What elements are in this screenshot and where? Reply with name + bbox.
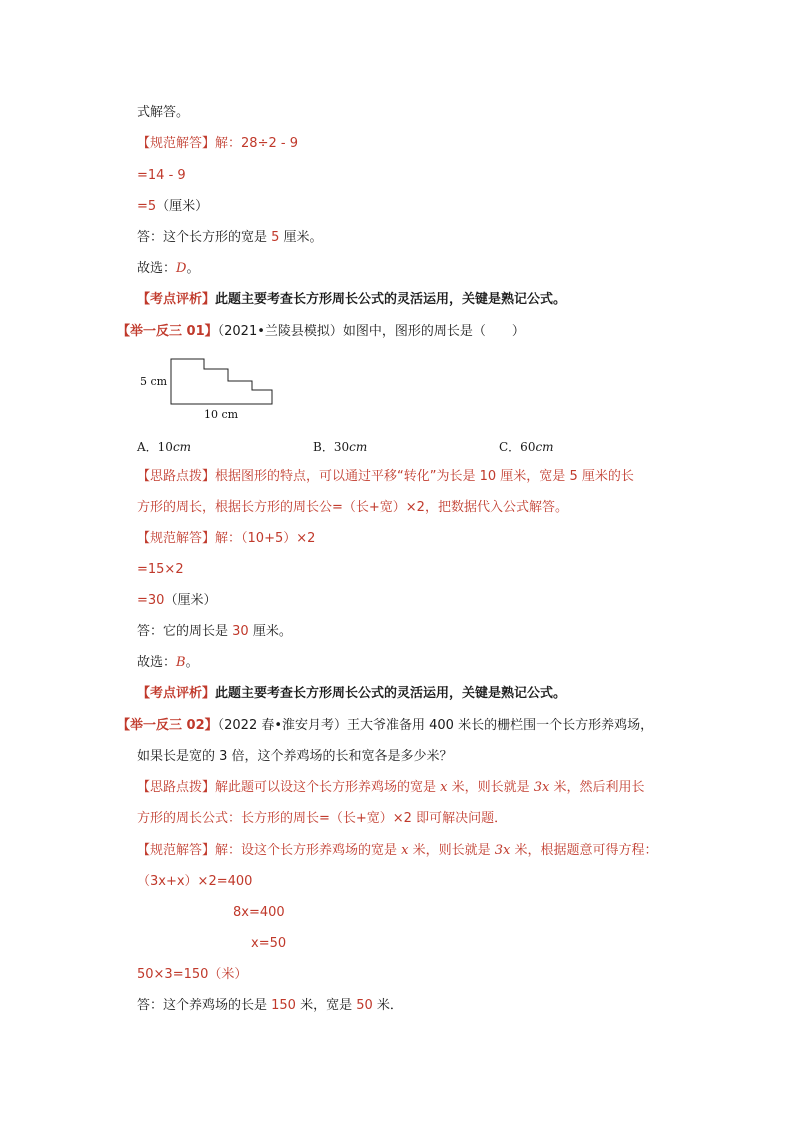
option-label: C．60: [499, 440, 536, 454]
solution-step-unit: （厘米）: [156, 199, 209, 214]
option-label: B．30: [313, 440, 350, 454]
choice-value: B: [176, 655, 186, 670]
answer-text: 答：它的周长是: [137, 624, 233, 639]
answer-text: 米，宽是: [295, 998, 357, 1013]
question-text: （2022 春•淮安月考）王大爷准备用 400 米长的栅栏围一个长方形养鸡场，: [217, 718, 654, 733]
choice-value: D: [176, 261, 187, 276]
answer-text: 答：这个养鸡场的长是: [137, 998, 272, 1013]
equation-line: x=50: [251, 936, 287, 951]
staircase-shape: [171, 359, 272, 404]
height-label: 5 cm: [140, 375, 168, 388]
question-tag: 【举一反三 02】: [117, 718, 218, 733]
evaluation-text: 此题主要考查长方形周长公式的灵活运用，关键是熟记公式。: [215, 686, 567, 701]
option-unit: cm: [535, 440, 554, 454]
solution-step: [137, 592, 216, 610]
hint-text: 根据图形的特点，可以通过平移: [215, 469, 398, 484]
hint-line: 方形的周长公式：长方形的周长=（长+宽）×2 即可解决问题．: [137, 811, 508, 826]
section-bracket-solution: 【规范解答】: [137, 136, 216, 151]
hint-text: 米，则长就是: [447, 780, 534, 795]
evaluation-line: [137, 685, 566, 703]
solution-step-value: =30: [137, 593, 165, 608]
answer-text: 米．: [372, 998, 403, 1013]
evaluation-text: 此题主要考查长方形周长公式的灵活运用，关键是熟记公式。: [215, 292, 567, 307]
solution-step-value: =5: [137, 199, 157, 214]
option-b[interactable]: [313, 438, 367, 455]
solution-text: 米，根据题意可得方程：: [510, 843, 658, 858]
section-bracket-evaluation: 【考点评析】: [137, 686, 216, 701]
section-bracket-solution: 【规范解答】: [137, 843, 216, 858]
solution-line: [137, 135, 298, 153]
variable-x: x: [440, 780, 448, 795]
solution-prefix: 解：: [215, 531, 242, 546]
solution-step: [137, 198, 208, 216]
section-bracket-evaluation: 【考点评析】: [137, 292, 216, 307]
width-label: 10 cm: [204, 408, 239, 421]
evaluation-line: [137, 291, 566, 309]
choice-label: 故选：: [137, 261, 177, 276]
solution-text: 米，则长就是: [408, 843, 495, 858]
answer-text: 厘米。: [248, 624, 292, 639]
answer-value: 50: [356, 998, 373, 1013]
solution-step-unit: （厘米）: [164, 593, 217, 608]
variable-x: x: [401, 843, 409, 858]
hint-line: [137, 468, 634, 486]
answer-line: [137, 229, 323, 247]
answer-text: 答：这个长方形的宽是: [137, 230, 272, 245]
answer-line: [137, 997, 403, 1015]
solution-prefix: 解：: [215, 136, 242, 151]
choice-label: 故选：: [137, 655, 177, 670]
answer-value: 30: [232, 624, 249, 639]
staircase-figure: [136, 354, 286, 424]
option-c[interactable]: [499, 438, 554, 455]
question-line: 如果长是宽的 3 倍，这个养鸡场的长和宽各是多少米？: [137, 749, 453, 764]
section-bracket-solution: 【规范解答】: [137, 531, 216, 546]
solution-expression: 28÷2 - 9: [241, 136, 298, 151]
solution-expression: （10+5）×2: [241, 531, 316, 546]
equation-line: 50×3=150（米）: [137, 967, 248, 982]
answer-value: 150: [271, 998, 296, 1013]
question-text: （2021•兰陵县模拟）如图中，图形的周长是（ ）: [217, 324, 525, 339]
choice-line: [137, 654, 199, 672]
equation-line: 8x=400: [233, 905, 285, 920]
hint-line: [137, 779, 645, 797]
hint-text: “转化”为长是 10 厘米，宽是 5 厘米的长: [397, 469, 634, 484]
option-label: A．10: [137, 440, 173, 454]
solution-step: =14 - 9: [137, 168, 186, 183]
option-unit: cm: [172, 440, 192, 454]
answer-line: [137, 623, 292, 641]
variable-3x: 3x: [533, 780, 550, 795]
question-line: [117, 717, 653, 735]
option-a[interactable]: [137, 438, 191, 455]
solution-line: [137, 842, 658, 860]
solution-step: =15×2: [137, 562, 184, 577]
section-bracket-hint: 【思路点拨】: [137, 469, 216, 484]
choice-end: 。: [185, 655, 199, 670]
solution-line: [137, 530, 315, 548]
hint-text: 米，然后利用长: [549, 780, 645, 795]
equation-line: （3x+x）×2=400: [137, 874, 253, 889]
question-tag: 【举一反三 01】: [117, 324, 218, 339]
hint-line: 方形的周长，根据长方形的周长公=（长+宽）×2，把数据代入公式解答。: [137, 500, 568, 515]
choice-line: [137, 260, 199, 278]
question-line: [117, 323, 525, 341]
answer-value: 5: [271, 230, 280, 245]
option-unit: cm: [349, 440, 368, 454]
choice-end: 。: [186, 261, 200, 276]
answer-text: 厘米。: [279, 230, 323, 245]
intro-text: 式解答。: [137, 105, 190, 120]
hint-text: 解此题可以设这个长方形养鸡场的宽是: [215, 780, 441, 795]
variable-3x: 3x: [494, 843, 511, 858]
solution-text: 解：设这个长方形养鸡场的宽是: [215, 843, 402, 858]
section-bracket-hint: 【思路点拨】: [137, 780, 216, 795]
